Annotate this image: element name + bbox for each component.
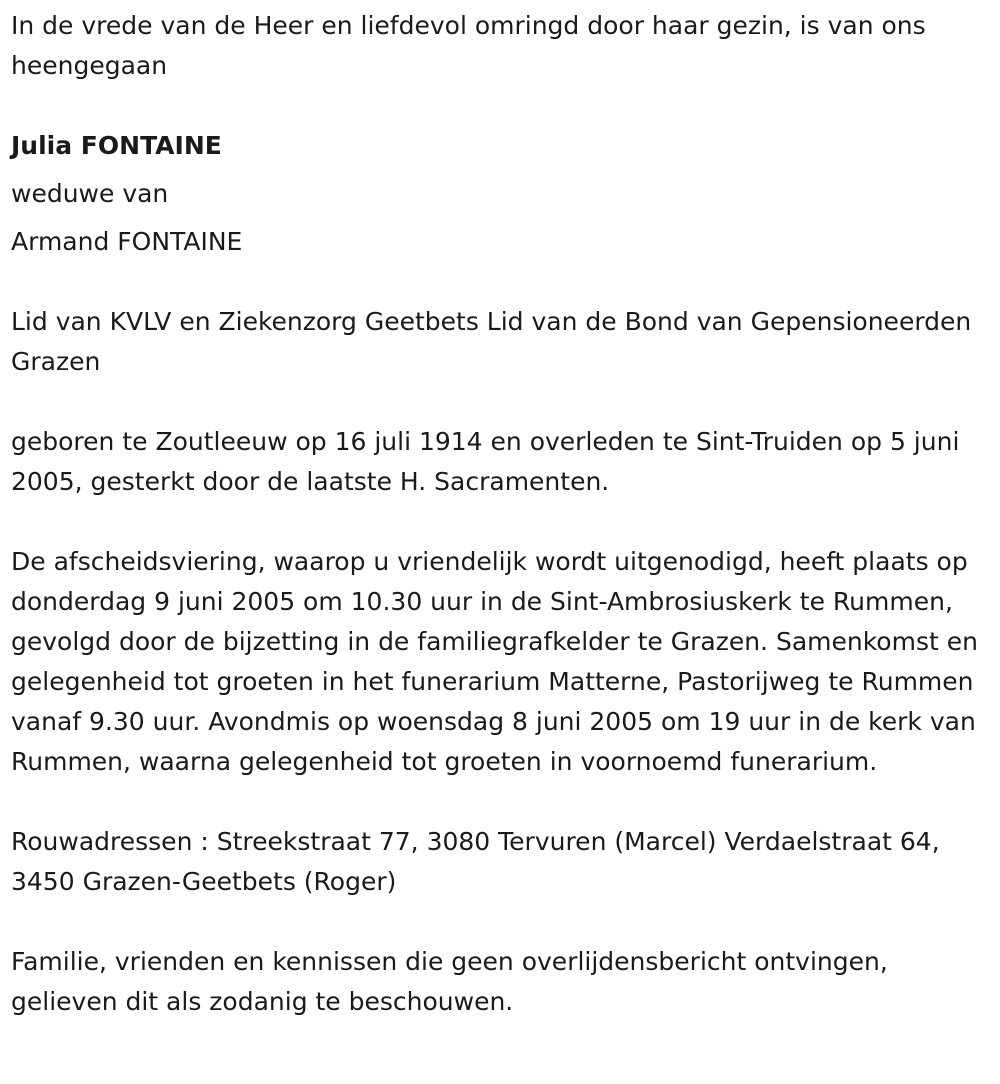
birth-death-paragraph: geboren te Zoutleeuw op 16 juli 1914 en overleden te Sint-Truiden op 5 juni 2005, gesterkt door de laatste H. Sacramenten. — [11, 427, 960, 496]
paragraph-spacer — [11, 502, 989, 542]
closing-paragraph: Familie, vrienden en kennissen die geen overlijdensbericht ontvingen, gelieven dit als zodanig te beschouwen. — [11, 947, 888, 1016]
paragraph-spacer — [11, 86, 989, 126]
paragraph-spacer — [11, 214, 989, 222]
paragraph-spacer — [11, 902, 989, 942]
addresses-paragraph: Rouwadressen : Streekstraat 77, 3080 Tervuren (Marcel) Verdaelstraat 64, 3450 Grazen-Geetbets (Roger) — [11, 827, 940, 896]
paragraph-spacer — [11, 382, 989, 422]
spouse-name: Armand FONTAINE — [11, 227, 243, 256]
paragraph-spacer — [11, 262, 989, 302]
death-notice — [11, 6, 989, 1022]
notice-intro: In de vrede van de Heer en liefdevol omringd door haar gezin, is van ons heengegaan — [11, 11, 926, 80]
deceased-name: Julia FONTAINE — [11, 131, 222, 160]
paragraph-spacer — [11, 166, 989, 174]
memberships-paragraph: Lid van KVLV en Ziekenzorg Geetbets Lid van de Bond van Gepensioneerden Grazen — [11, 307, 972, 376]
paragraph-spacer — [11, 782, 989, 822]
funeral-paragraph: De afscheidsviering, waarop u vriendelijk wordt uitgenodigd, heeft plaats op donderdag 9 juni 2005 om 10.30 uur in de Sint-Ambrosiuskerk te Rummen, gevolgd door de bijzetting in de familiegrafkelder te Grazen. Samenkomst en gelegenheid tot groeten in het funerarium Matterne, Pastorijweg te Rummen vanaf 9.30 uur. Avondmis op woensdag 8 juni 2005 om 19 uur in de kerk van Rummen, waarna gelegenheid tot groeten in voornoemd funerarium. — [11, 547, 978, 776]
widow-of-label: weduwe van — [11, 179, 169, 208]
